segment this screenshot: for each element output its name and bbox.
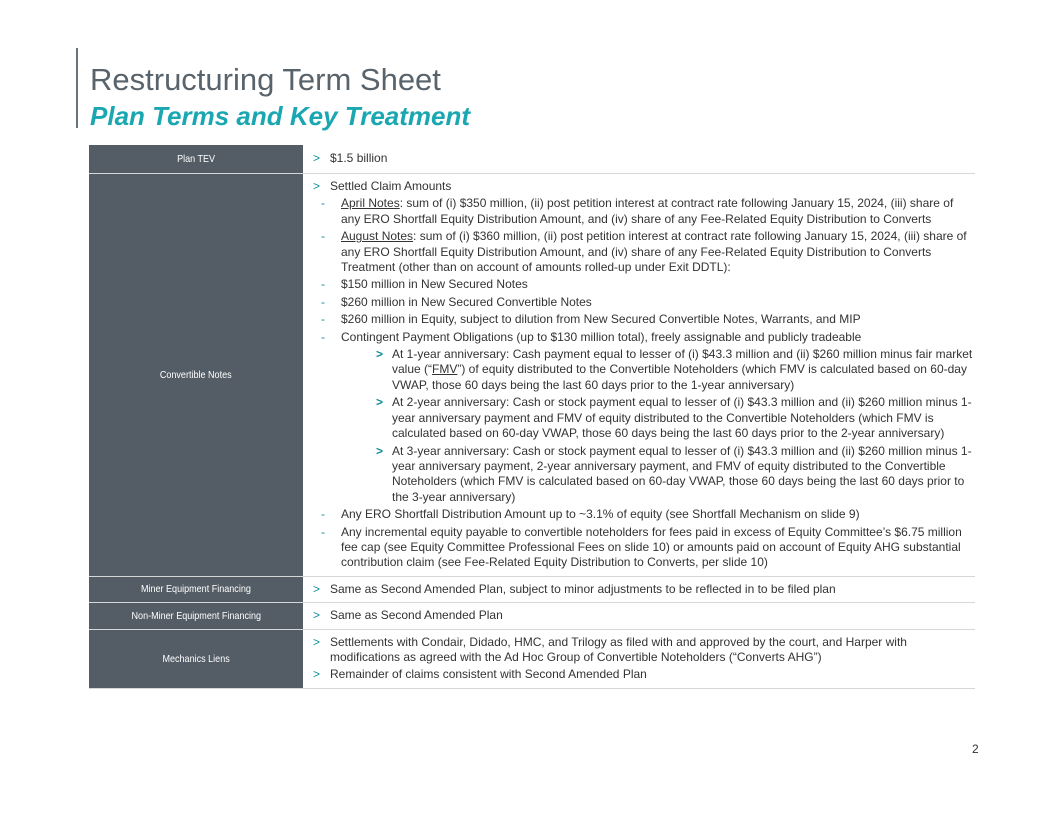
sub-bullet-item: - Any incremental equity payable to convertible noteholders for fees paid in excess of Equity Committee’s $6.75 million fee cap (see Equity Committee Professional Fees on slide 10) or amounts paid on account of Equity AHG substantial contribution claim (see Fee-Related Equity Distribution to Converts, per slide 10) [321,524,962,570]
row-label-mechanics-liens: Mechanics Liens [89,629,303,688]
page-title: Restructuring Term Sheet [90,62,441,97]
april-notes-term: April Notes [341,196,400,211]
bullet-item: > Settlements with Condair, Didado, HMC, and Trilogy as filed with and approved by the court, and Harper with modifications as agreed with the Ad Hoc Group of Convertible Noteholders (“Converts AHG”) [313,634,907,664]
page-number: 2 [972,742,979,756]
nested-bullet-item: > At 1-year anniversary: Cash payment equal to lesser of (i) $43.3 million and (ii) $260 million minus fair market value (“FMV”) of equity distributed to the Convertible Noteholders (which FMV is calculated based on 60-day VWAP, those 60 days being the last 60 days prior to the 1-year anniversary) [376,347,973,392]
row-content-mechanics-liens [303,629,975,688]
row-content-plan-tev [303,145,975,174]
row-non-miner-equipment [89,603,975,629]
fmv-term: FMV [432,362,458,377]
bullet-item: > Same as Second Amended Plan [313,608,503,623]
row-content-convertible-notes [303,174,975,577]
sub-bullet-item: - Contingent Payment Obligations (up to $130 million total), freely assignable and publicly tradeable [321,329,862,344]
row-content-miner-equipment [303,576,975,602]
bullet-item: > Remainder of claims consistent with Second Amended Plan [313,667,647,682]
sub-bullet-item: - April Notes: sum of (i) $350 million, (ii) post petition interest at contract rate following January 15, 2024, (iii) share of any ERO Shortfall Equity Distribution Amount, and (iv) share of any Fee-Related Equity Distribution to Converts [321,196,954,226]
row-mechanics-liens [89,629,975,688]
bullet-item: > Settled Claim Amounts [313,179,452,193]
row-label-non-miner-equipment: Non-Miner Equipment Financing [89,603,303,629]
row-label-miner-equipment: Miner Equipment Financing [89,576,303,602]
sub-bullet-item: - August Notes: sum of (i) $360 million, (ii) post petition interest at contract rate following January 15, 2024, (iii) share of any ERO Shortfall Equity Distribution Amount, and (iv) share of any Fee-Related Equity Distribution to Converts Treatment (other than on account of amounts rolled-up under Exit DDTL): [321,229,967,275]
sub-bullet-item: - $260 million in Equity, subject to dilution from New Secured Convertible Notes, Warrants, and MIP [321,312,861,327]
title-accent-line [76,48,78,128]
page-subtitle: Plan Terms and Key Treatment [90,101,471,131]
nested-bullet-item: > At 3-year anniversary: Cash or stock payment equal to lesser of (i) $43.3 million and (ii) $260 million minus 1-year anniversary payment, 2-year anniversary payment, and FMV of equity distributed to the Convertible Noteholders (which FMV is calculated based on 60-day VWAP, those 60 days being the last 60 days prior to the 3-year anniversary) [376,443,972,504]
nested-bullet-item: > At 2-year anniversary: Cash or stock payment equal to lesser of (i) $43.3 million and (ii) $260 million minus 1-year anniversary payment and FMV of equity distributed to the Convertible Noteholders (which FMV is calculated based on 60-day VWAP, those 60 days being the last 60 days prior to the 2-year anniversary) [376,395,972,441]
row-miner-equipment [89,576,975,602]
bullet-item: > Same as Second Amended Plan, subject to minor adjustments to be reflected in to be filed plan [313,581,836,596]
row-label-convertible-notes: Convertible Notes [89,174,303,577]
sub-bullet-item: - $150 million in New Secured Notes [321,277,528,292]
row-convertible-notes [89,174,975,577]
row-plan-tev [89,145,975,174]
august-notes-term: August Notes [341,229,414,244]
bullet-item: > $1.5 billion [313,151,388,166]
row-label-plan-tev: Plan TEV [89,145,303,174]
row-content-non-miner-equipment [303,603,975,629]
term-sheet-table [89,145,975,689]
sub-bullet-item: - Any ERO Shortfall Distribution Amount up to ~3.1% of equity (see Shortfall Mechanism on slide 9) [321,507,860,522]
sub-bullet-item: - $260 million in New Secured Convertible Notes [321,294,592,309]
